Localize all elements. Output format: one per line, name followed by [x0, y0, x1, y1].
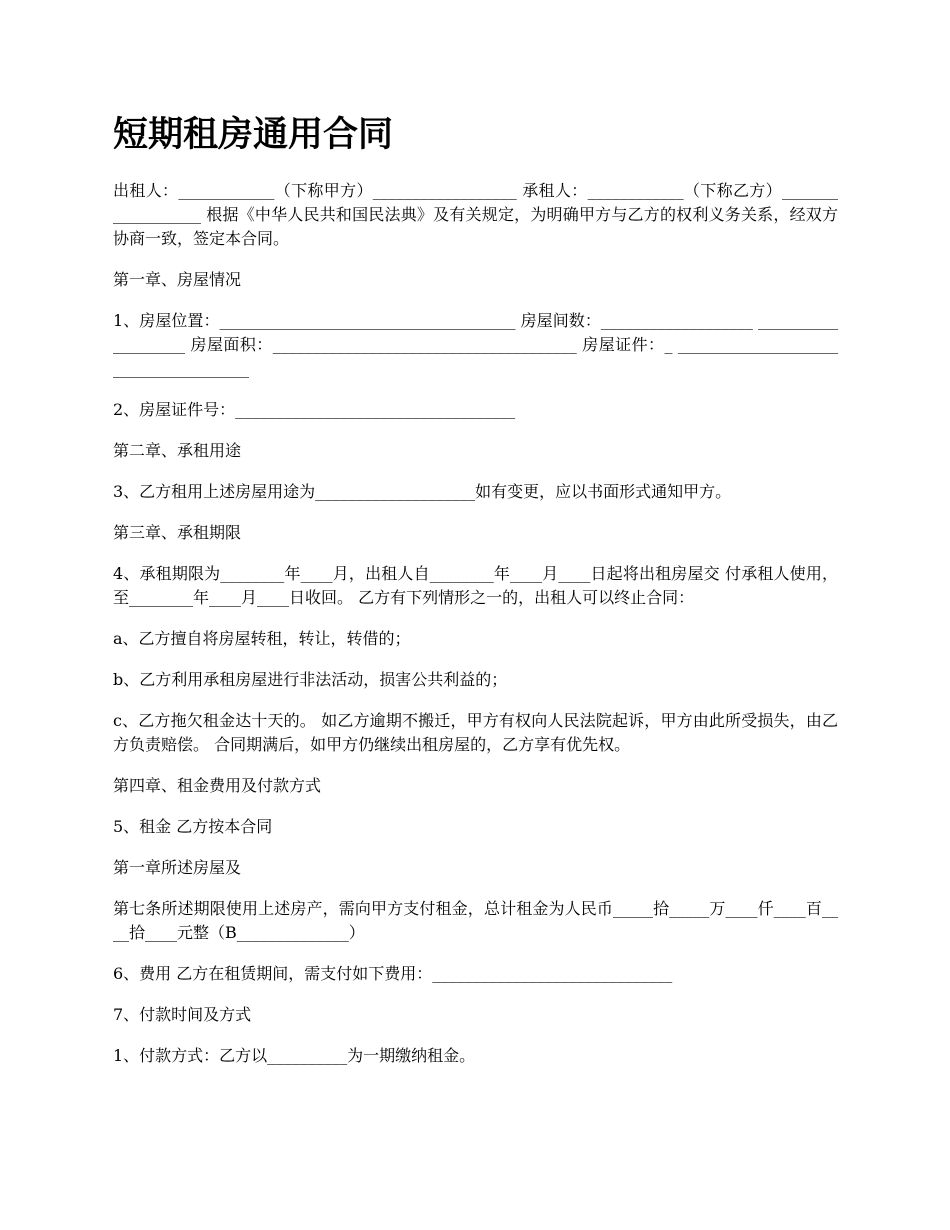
clause-1-house-location: 1、房屋位置：_____________________________________ 房屋间数：___________________ ___________________ 房屋面积：______________________________________ 房屋证件：_ _____________________________________: [113, 311, 838, 378]
document-page: [113, 112, 838, 1085]
payment-method: 1、付款方式：乙方以__________为一期缴纳租金。: [113, 1046, 476, 1065]
clause-7-payment-heading: 7、付款时间及方式: [113, 1005, 252, 1024]
chapter-1-reference: 第一章所述房屋及: [113, 858, 242, 877]
clause-5-rent: 5、租金 乙方按本合同: [113, 817, 273, 836]
chapter-2-heading: 第二章、承租用途: [113, 441, 242, 460]
clause-4-term: 4、承租期限为________年____月，出租人自________年____月____日起将出租房屋交 付承租人使用，至________年____月____日收回。 乙方有下列情形之一的，出租人可以终止合同：: [113, 564, 838, 607]
clause-c: c、乙方拖欠租金达十天的。 如乙方逾期不搬迁，甲方有权向人民法院起诉，甲方由此所受损失，由乙方负责赔偿。 合同期满后，如甲方仍继续出租房屋的，乙方享有优先权。: [113, 711, 838, 754]
chapter-4-heading: 第四章、租金费用及付款方式: [113, 776, 322, 795]
clause-b: b、乙方利用承租房屋进行非法活动，损害公共利益的；: [113, 670, 508, 689]
clause-2-certificate-number: 2、房屋证件号：___________________________________: [113, 400, 516, 419]
clause-3-usage: 3、乙方租用上述房屋用途为____________________如有变更，应以书面形式通知甲方。: [113, 482, 732, 501]
chapter-1-heading: 第一章、房屋情况: [113, 270, 242, 289]
clause-6-fees: 6、费用 乙方在租赁期间，需支付如下费用：______________________________: [113, 964, 673, 983]
clause-a: a、乙方擅自将房屋转租，转让，转借的；: [113, 629, 411, 648]
parties-paragraph: 出租人：____________（下称甲方）__________________ 承租人：____________（下称乙方）__________________ 根据《中华人民共和国民法典》及有关规定，为明确甲方与乙方的权利义务关系，经双方协商一致，签定本合同。: [113, 181, 838, 248]
document-title: 短期租房通用合同: [113, 115, 394, 155]
article-7-rent-total: 第七条所述期限使用上述房产，需向甲方支付租金，总计租金为人民币_____拾_____万____仟____百____拾____元整（B______________）: [113, 899, 838, 942]
chapter-3-heading: 第三章、承租期限: [113, 523, 242, 542]
